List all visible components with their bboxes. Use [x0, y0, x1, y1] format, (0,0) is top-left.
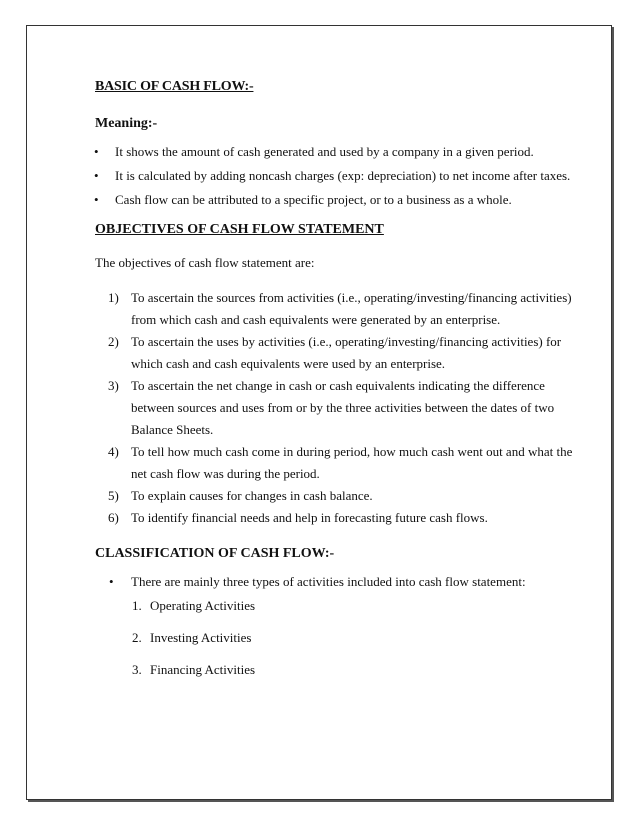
- item-number: 2): [108, 334, 119, 349]
- item-text: To tell how much cash come in during period, how much cash went out and what the net cash flow was during the period.: [131, 444, 573, 481]
- activities-list: [95, 595, 575, 681]
- bullet-text: There are mainly three types of activities included into cash flow statement:: [131, 574, 526, 589]
- meaning-label: Meaning:-: [95, 116, 158, 131]
- list-item: [95, 441, 575, 485]
- list-item: [95, 189, 575, 211]
- bullet-text: It shows the amount of cash generated and used by a company in a given period.: [115, 144, 534, 159]
- list-item: [95, 375, 575, 441]
- list-item: [95, 595, 575, 617]
- list-item: [95, 507, 575, 529]
- list-item: [95, 331, 575, 375]
- classification-heading: CLASSIFICATION OF CASH FLOW:-: [95, 546, 335, 561]
- item-number: 6): [108, 510, 119, 525]
- item-number: 3): [108, 378, 119, 393]
- list-item: [95, 165, 575, 187]
- list-item: [95, 287, 575, 331]
- list-item: [95, 627, 575, 649]
- item-text: To explain causes for changes in cash balance.: [131, 488, 373, 503]
- item-text: To ascertain the uses by activities (i.e., operating/investing/financing activities) for which cash and cash equivalents were used by an enterprise.: [131, 334, 562, 371]
- bullet-icon: •: [94, 144, 99, 159]
- meaning-bullet-list: [95, 141, 575, 211]
- objectives-intro: The objectives of cash flow statement are:: [95, 255, 315, 270]
- item-text: To ascertain the sources from activities (i.e., operating/investing/financing activities) from which cash and cash equivalents were generated by an enterprise.: [131, 290, 572, 327]
- item-number: 5): [108, 488, 119, 503]
- list-item: [95, 141, 575, 163]
- objectives-list: [95, 287, 575, 529]
- bullet-icon: •: [109, 574, 114, 589]
- item-number: 3.: [132, 662, 142, 677]
- list-item: [95, 485, 575, 507]
- item-text: To ascertain the net change in cash or cash equivalents indicating the difference between sources and uses from or by the three activities between the dates of two Balance Sheets.: [131, 378, 555, 437]
- bullet-icon: •: [94, 168, 99, 183]
- bullet-text: It is calculated by adding noncash charges (exp: depreciation) to net income after taxes.: [115, 168, 571, 183]
- objectives-heading: OBJECTIVES OF CASH FLOW STATEMENT: [95, 222, 384, 237]
- list-item: [95, 571, 575, 593]
- item-number: 1.: [132, 598, 142, 613]
- item-number: 2.: [132, 630, 142, 645]
- item-text: Operating Activities: [150, 598, 256, 613]
- list-item: [95, 659, 575, 681]
- basic-heading: BASIC OF CASH FLOW:-: [95, 79, 254, 94]
- bullet-text: Cash flow can be attributed to a specific project, or to a business as a whole.: [115, 192, 512, 207]
- item-number: 1): [108, 290, 119, 305]
- item-number: 4): [108, 444, 119, 459]
- item-text: Investing Activities: [150, 630, 252, 645]
- bullet-icon: •: [94, 192, 99, 207]
- item-text: Financing Activities: [150, 662, 256, 677]
- classification-bullet-list: [95, 571, 575, 593]
- item-text: To identify financial needs and help in forecasting future cash flows.: [131, 510, 488, 525]
- document-content: [95, 76, 575, 691]
